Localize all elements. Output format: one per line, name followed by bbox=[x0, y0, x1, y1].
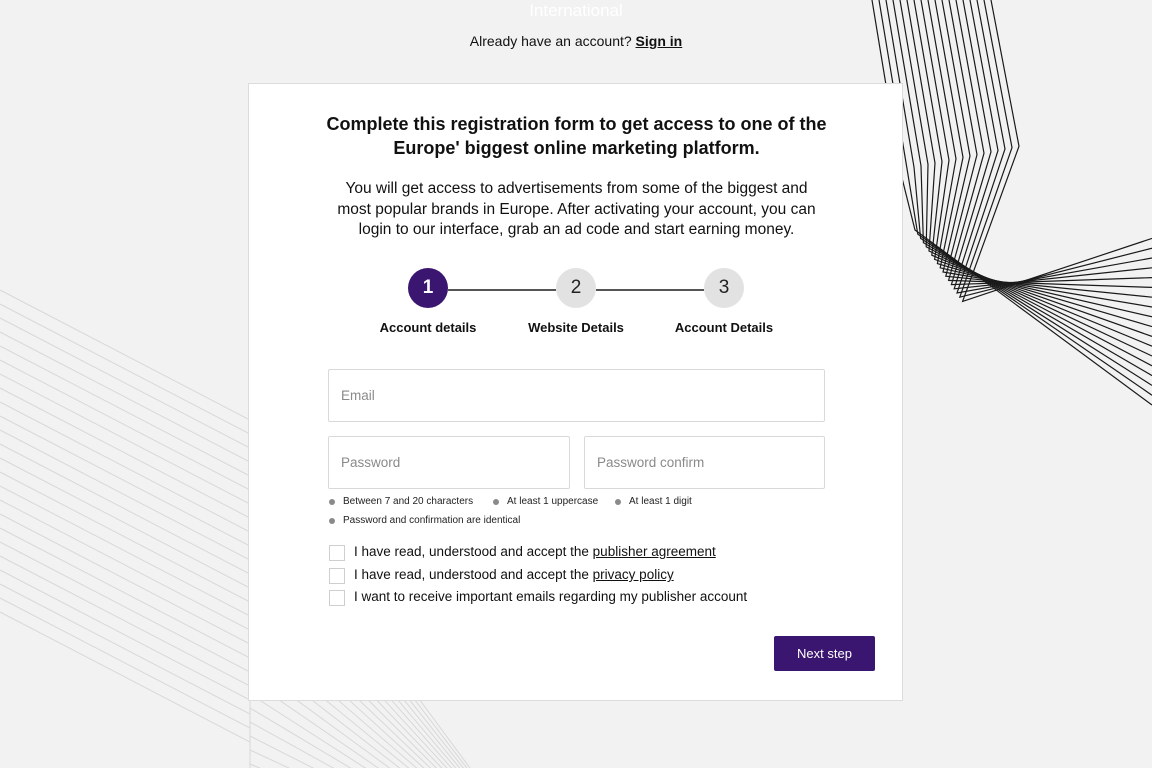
intro-text: You will get access to advertisements from some of the biggest and most popular brands in Europe. After activating your account, you can login to our interface, grab an ad code and start earning money. bbox=[337, 180, 816, 238]
password-field[interactable] bbox=[328, 436, 570, 489]
step-3-label: Account Details bbox=[674, 320, 774, 335]
privacy-policy-checkbox[interactable] bbox=[329, 568, 345, 584]
email-field[interactable] bbox=[328, 369, 825, 422]
rule-uppercase bbox=[493, 495, 598, 509]
rule-bullet-icon bbox=[493, 499, 499, 505]
page-title: Complete this registration form to get access to one of the Europe' biggest online marketing platform. bbox=[326, 114, 827, 158]
step-2-indicator: 2 bbox=[556, 268, 596, 308]
rule-identical-text: Password and confirmation are identical bbox=[343, 515, 521, 526]
stepper-connector-2 bbox=[596, 289, 704, 291]
rule-length bbox=[329, 495, 473, 509]
rule-bullet-icon bbox=[615, 499, 621, 505]
registration-card bbox=[248, 83, 903, 701]
privacy-policy-link[interactable]: privacy policy bbox=[592, 567, 674, 582]
step-3-indicator: 3 bbox=[704, 268, 744, 308]
rule-bullet-icon bbox=[329, 518, 335, 524]
step-1-label: Account details bbox=[379, 320, 477, 335]
rule-length-text: Between 7 and 20 characters bbox=[343, 496, 474, 507]
password-rules bbox=[329, 495, 809, 533]
consent-text: I have read, understood and accept the bbox=[354, 567, 593, 582]
rule-uppercase-text: At least 1 uppercase bbox=[507, 496, 599, 507]
rule-identical bbox=[329, 514, 520, 528]
signin-prompt bbox=[0, 32, 1152, 50]
password-confirm-field[interactable] bbox=[584, 436, 825, 489]
brand-text: International bbox=[529, 1, 623, 20]
consent-privacy-policy-text bbox=[354, 566, 674, 584]
publisher-agreement-checkbox[interactable] bbox=[329, 545, 345, 561]
rule-bullet-icon bbox=[329, 499, 335, 505]
step-1-indicator: 1 bbox=[408, 268, 448, 308]
next-step-button[interactable]: Next step bbox=[774, 636, 875, 671]
consent-publisher-agreement-text bbox=[354, 543, 716, 561]
consent-emails-text: I want to receive important emails regarding my publisher account bbox=[354, 589, 748, 604]
emails-checkbox[interactable] bbox=[329, 590, 345, 606]
stepper-connector-1 bbox=[448, 289, 556, 291]
signin-prompt-text: Already have an account? bbox=[469, 33, 632, 49]
rule-digit-text: At least 1 digit bbox=[629, 496, 692, 507]
publisher-agreement-link[interactable]: publisher agreement bbox=[592, 544, 716, 559]
signin-link[interactable]: Sign in bbox=[635, 33, 683, 49]
consent-text: I have read, understood and accept the bbox=[354, 544, 593, 559]
step-2-label: Website Details bbox=[528, 320, 624, 335]
rule-digit bbox=[615, 495, 692, 509]
